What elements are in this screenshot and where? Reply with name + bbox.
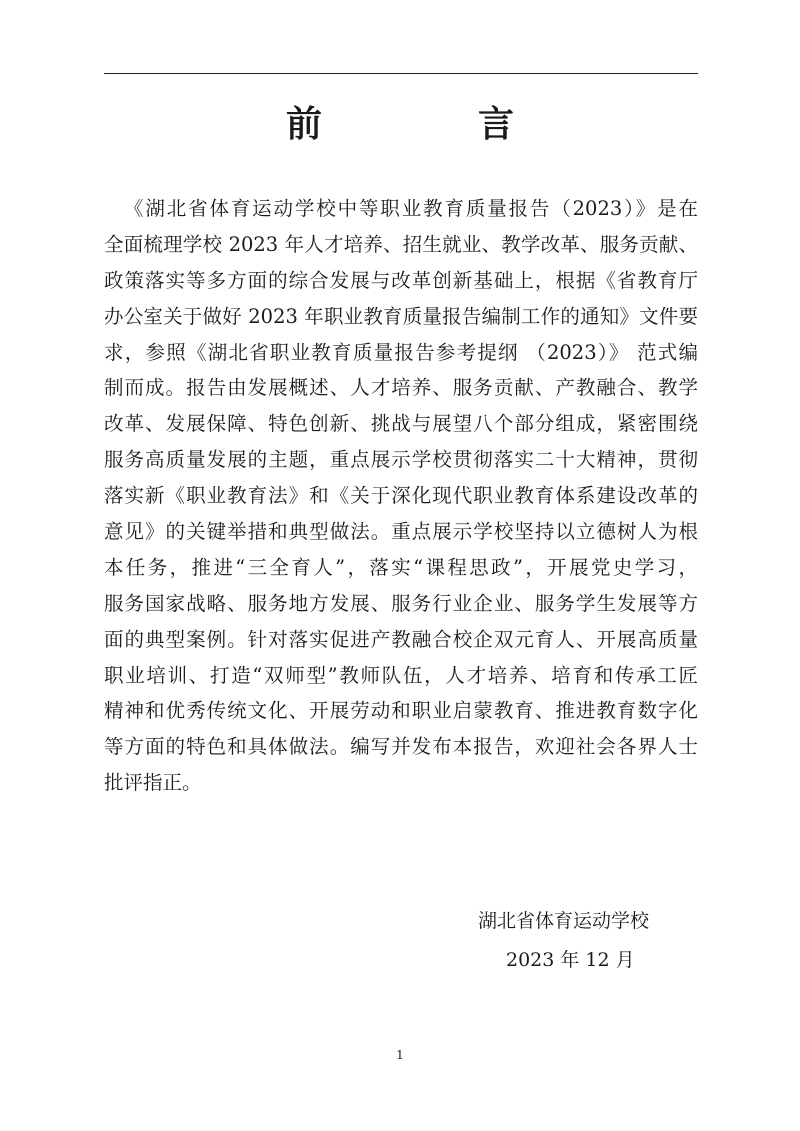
body-line: 全面梳理学校 2023 年人才培养、招生就业、教学改革、服务贡献、: [104, 232, 698, 256]
body-line: 落实新《职业教育法》和《关于深化现代职业教育体系建设改革的: [104, 484, 698, 508]
body-line: 精神和优秀传统文化、开展劳动和职业启蒙教育、推进教育数字化: [104, 699, 698, 723]
body-line: 政策落实等多方面的综合发展与改革创新基础上，根据《省教育厅: [104, 268, 698, 292]
page-number: 1: [396, 1048, 404, 1062]
body-line: 意见》的关键举措和典型做法。重点展示学校坚持以立德树人为根: [104, 520, 698, 544]
organization-name: 湖北省体育运动学校: [478, 910, 650, 932]
body-line: 服务国家战略、服务地方发展、服务行业企业、服务学生发展等方: [104, 591, 698, 615]
date-text: 2023 年 12 月: [506, 949, 635, 971]
header-rule: [104, 73, 698, 74]
body-line: 改革、发展保障、特色创新、挑战与展望八个部分组成，紧密围绕: [104, 412, 698, 436]
body-line: 面的典型案例。针对落实促进产教融合校企双元育人、开展高质量: [104, 627, 698, 651]
preface-body: [104, 191, 698, 801]
body-line: 等方面的特色和具体做法。编写并发布本报告，欢迎社会各界人士: [104, 735, 698, 759]
body-line: 职业培训、打造“双师型”教师队伍，人才培养、培育和传承工匠: [104, 663, 698, 687]
body-line: 批评指正。: [104, 771, 202, 795]
body-line: 《湖北省体育运动学校中等职业教育质量报告（2023）》是在: [124, 197, 698, 220]
body-line: 办公室关于做好 2023 年职业教育质量报告编制工作的通知》文件要: [104, 304, 698, 328]
body-line: 本任务，推进“三全育人”，落实“课程思政”，开展党史学习，: [104, 555, 698, 579]
body-line: 求，参照《湖北省职业教育质量报告参考提纲 （2023）》 范式编: [104, 340, 698, 364]
body-line: 服务高质量发展的主题，重点展示学校贯彻落实二十大精神，贯彻: [104, 448, 698, 472]
page-title: 前 言: [285, 103, 574, 145]
body-line: 制而成。报告由发展概述、人才培养、服务贡献、产教融合、教学: [104, 376, 698, 400]
